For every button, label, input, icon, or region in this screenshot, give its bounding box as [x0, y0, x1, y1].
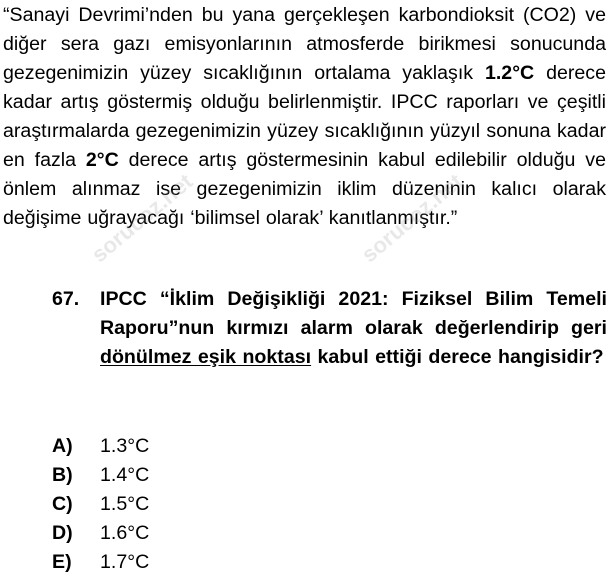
- question-text-after: kabul ettiği derece hangisidir?: [311, 346, 604, 368]
- passage-bold-1: 1.2°C: [484, 62, 535, 84]
- option-d[interactable]: [52, 519, 149, 548]
- question-underlined-phrase: dönülmez eşik noktası: [100, 346, 312, 368]
- option-value: 1.3°C: [100, 435, 150, 457]
- question-number: 67.: [52, 288, 80, 310]
- question-text-before: IPCC “İklim Değişikliği 2021: Fiziksel Bilim Temeli Raporu”nun kırmızı alarm olarak değerlendirip geri: [100, 288, 607, 339]
- option-value: 1.5°C: [100, 493, 150, 515]
- option-a[interactable]: [52, 432, 149, 461]
- option-c[interactable]: [52, 490, 149, 519]
- option-letter: B): [52, 464, 73, 486]
- option-value: 1.4°C: [100, 464, 150, 486]
- question-text: [100, 285, 607, 372]
- option-letter: C): [52, 493, 73, 515]
- passage-part-1: “Sanayi Devrimi’nden bu yana gerçekleşen karbondioksit (CO2) ve diğer sera gazı emisyonlarının atmosferde birikmesi sonucunda gezegenimizin yüzey sıcaklığının ortalama yaklaşık: [3, 4, 606, 84]
- option-letter: D): [52, 522, 73, 544]
- answer-options: [52, 432, 149, 577]
- question-block: [52, 285, 607, 372]
- passage-part-3: derece artış göstermesinin kabul edilebilir olduğu ve önlem alınmaz ise gezegenimizin iklim düzeninin kalıcı olarak değişime uğrayacağı ‘bilimsel olarak’ kanıtlanmıştır.”: [3, 149, 606, 229]
- option-b[interactable]: [52, 461, 149, 490]
- watermark-right: sorucoz.net: [356, 168, 468, 268]
- option-value: 1.7°C: [100, 551, 150, 573]
- option-letter: A): [52, 435, 73, 457]
- passage-bold-2: 2°C: [85, 149, 119, 171]
- passage-part-2: derece kadar artış göstermiş olduğu belirlenmiştir. IPCC raporları ve çeşitli araştırmalarda gezegenimizin yüzey sıcaklığının yüzyıl sonuna kadar en fazla: [3, 62, 606, 171]
- watermark-left: sorucoz.net: [86, 168, 198, 268]
- option-value: 1.6°C: [100, 522, 150, 544]
- option-letter: E): [52, 551, 72, 573]
- option-e[interactable]: [52, 548, 149, 577]
- passage-text: [3, 1, 606, 233]
